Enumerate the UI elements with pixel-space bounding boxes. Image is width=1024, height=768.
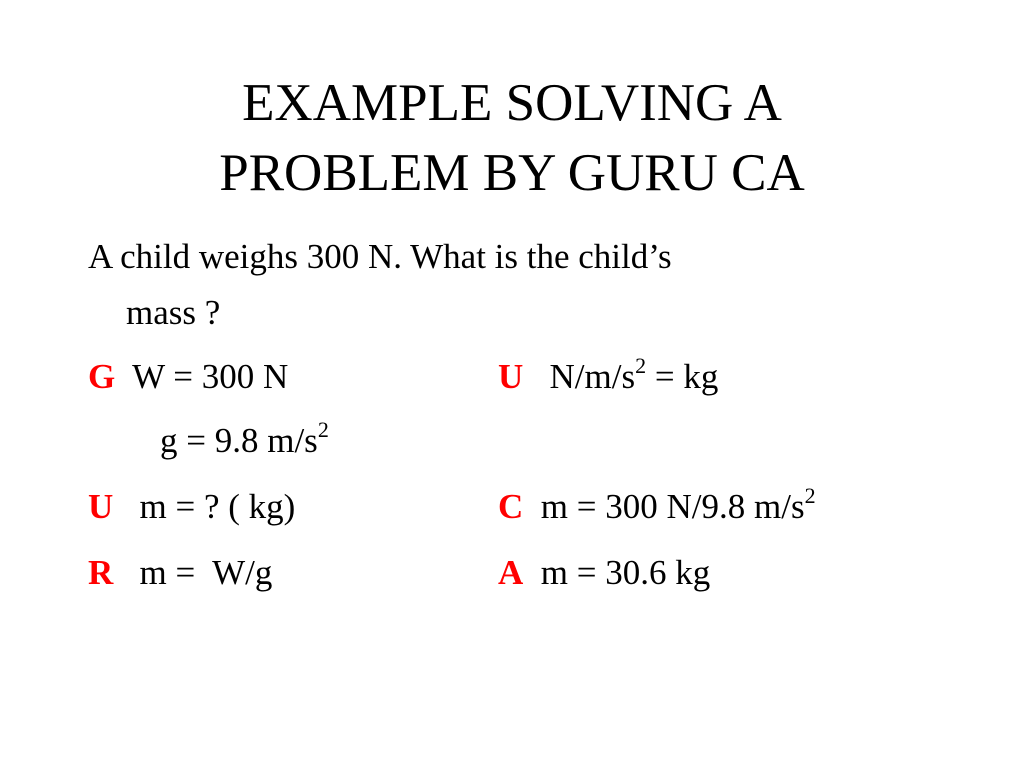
relationship-text: m = W/g — [139, 553, 273, 592]
calculate-text-gap — [523, 487, 541, 526]
relationship-text-gap — [113, 553, 139, 592]
given-row — [88, 356, 288, 398]
answer-text: m = 30.6 kg — [540, 553, 711, 592]
units-exponent: 2 — [635, 353, 647, 379]
units-text-gap — [523, 357, 549, 396]
unknown-text: m = ? ( kg) — [139, 487, 296, 526]
calculate-letter: C — [498, 487, 524, 526]
answer-letter: A — [498, 553, 524, 592]
units-tail: = kg — [646, 357, 719, 396]
given-gravity-row — [160, 417, 329, 462]
slide-title-line-2: PROBLEM BY GURU CA — [219, 144, 805, 202]
given-weight-text: W = 300 N — [132, 357, 289, 396]
slide-title — [0, 68, 1024, 208]
given-gravity-exponent: 2 — [317, 417, 329, 443]
question-line-1: A child weighs 300 N. What is the child’s — [88, 237, 672, 276]
given-gravity-text: g = 9.8 m/s — [160, 421, 318, 460]
calculate-text: m = 300 N/9.8 m/s — [540, 487, 805, 526]
units-row — [498, 353, 719, 398]
answer-row — [498, 552, 710, 594]
units-letter: U — [498, 357, 524, 396]
answer-text-gap — [523, 553, 541, 592]
relationship-row — [88, 552, 272, 594]
unknown-text-gap — [113, 487, 139, 526]
given-text-gap — [115, 357, 132, 396]
units-text: N/m/s — [549, 357, 636, 396]
question-line-2: mass ? — [126, 293, 221, 332]
relationship-letter: R — [88, 553, 114, 592]
calculate-exponent: 2 — [804, 483, 816, 509]
slide-title-line-1: EXAMPLE SOLVING A — [242, 74, 782, 132]
calculate-row — [498, 483, 816, 528]
unknown-row — [88, 486, 295, 528]
unknown-letter: U — [88, 487, 114, 526]
given-letter: G — [88, 357, 116, 396]
